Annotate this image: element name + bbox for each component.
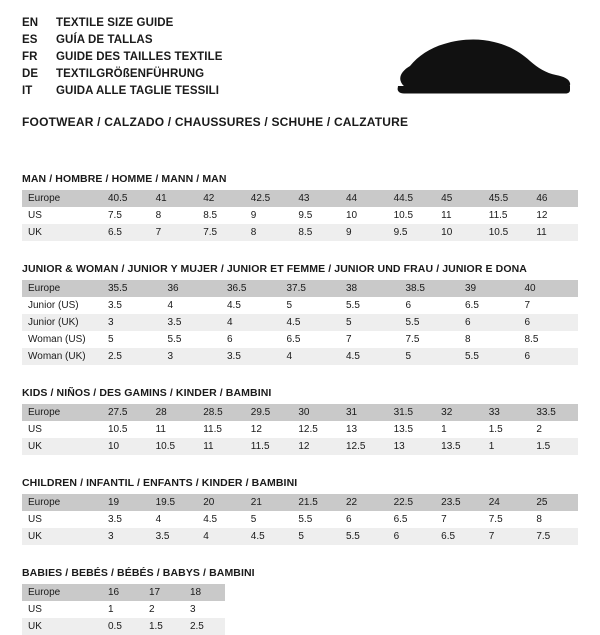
language-row <box>22 50 223 65</box>
table-row <box>22 224 578 241</box>
row-label: Europe <box>22 584 102 601</box>
table-row <box>22 511 578 528</box>
language-row <box>22 16 223 31</box>
table-cell: 5.5 <box>340 528 388 545</box>
language-code: EN <box>22 17 39 29</box>
table-row <box>22 314 578 331</box>
table-cell: 5 <box>286 300 293 311</box>
table-cell: 6 <box>227 334 233 345</box>
table-cell: 6.5 <box>286 334 301 345</box>
table-row <box>22 207 578 224</box>
table-cell: 1 <box>108 604 114 615</box>
table-cell: 12 <box>250 424 262 435</box>
table-cell: 39 <box>459 280 519 297</box>
table-cell: 3 <box>102 528 150 545</box>
table-cell: 7.5 <box>530 528 578 545</box>
table-cell: 2 <box>148 604 155 615</box>
table-cell: 6 <box>345 514 352 525</box>
language-code: ES <box>22 34 38 46</box>
table-cell: 40.5 <box>102 190 150 207</box>
section-title: KIDS / NIÑOS / DES GAMINS / KINDER / BAMBINI <box>22 387 272 399</box>
table-cell: 45 <box>435 190 483 207</box>
table-cell: 5.5 <box>400 314 460 331</box>
table-row <box>22 494 578 511</box>
row-label: US <box>28 604 42 615</box>
section-title: MAN / HOMBRE / HOMME / MANN / MAN <box>22 173 227 185</box>
table-cell: 4 <box>155 514 162 525</box>
table-cell: 6.5 <box>102 224 150 241</box>
row-label: Europe <box>22 280 102 297</box>
language-title-list <box>22 16 223 99</box>
language-code: IT <box>22 85 33 97</box>
table-cell: 32 <box>435 404 483 421</box>
table-cell: 8 <box>465 334 471 345</box>
table-cell: 28.5 <box>197 404 245 421</box>
table-cell: 3.5 <box>162 314 222 331</box>
row-label: Junior (US) <box>28 300 79 311</box>
language-row <box>22 33 223 48</box>
category-line: FOOTWEAR / CALZADO / CHAUSSURES / SCHUHE / CALZATURE <box>22 115 409 129</box>
table-cell: 38.5 <box>400 280 460 297</box>
table-cell: 7 <box>150 224 198 241</box>
row-label: Europe <box>22 494 102 511</box>
row-label: Europe <box>22 404 102 421</box>
table-cell: 40 <box>519 280 579 297</box>
table-cell: 9 <box>340 224 388 241</box>
table-cell: 3.5 <box>150 528 198 545</box>
table-cell: 5 <box>108 334 114 345</box>
table-cell: 6.5 <box>393 514 408 525</box>
table-cell: 13.5 <box>393 424 414 435</box>
table-cell: 33 <box>483 404 531 421</box>
table-cell: 37.5 <box>281 280 341 297</box>
table-cell: 11 <box>530 224 578 241</box>
table-cell: 19 <box>102 494 150 511</box>
table-cell: 43 <box>292 190 340 207</box>
language-code: FR <box>22 51 38 63</box>
table-cell: 42 <box>197 190 245 207</box>
table-cell: 2.5 <box>184 618 225 635</box>
table-row <box>22 280 578 297</box>
table-cell: 1.5 <box>530 438 578 455</box>
table-cell: 4 <box>281 348 341 365</box>
section-kids <box>22 387 578 455</box>
page-header <box>22 16 578 99</box>
table-cell: 44.5 <box>388 190 436 207</box>
table-cell: 13 <box>388 438 436 455</box>
table-cell: 31 <box>340 404 388 421</box>
row-label: UK <box>22 224 102 241</box>
table-cell: 35.5 <box>102 280 162 297</box>
table-cell: 9.5 <box>388 224 436 241</box>
table-cell: 4.5 <box>245 528 293 545</box>
section-man <box>22 173 578 241</box>
table-row <box>22 618 225 635</box>
table-cell: 6.5 <box>435 528 483 545</box>
table-cell: 12.5 <box>298 424 318 435</box>
table-cell: 3 <box>162 348 222 365</box>
table-cell: 10.5 <box>393 210 414 221</box>
language-row <box>22 84 223 99</box>
table-cell: 29.5 <box>245 404 293 421</box>
size-table-children <box>22 494 578 545</box>
table-cell: 5.5 <box>459 348 519 365</box>
table-cell: 4 <box>221 314 281 331</box>
language-title: TEXTILGRÖßENFÜHRUNG <box>56 68 205 80</box>
table-cell: 3 <box>102 314 162 331</box>
table-cell: 17 <box>143 584 184 601</box>
section-title: CHILDREN / INFANTIL / ENFANTS / KINDER / BAMBINI <box>22 477 298 489</box>
row-label: US <box>28 210 42 221</box>
table-cell: 6.5 <box>465 300 479 311</box>
table-cell: 19.5 <box>150 494 198 511</box>
table-cell: 7 <box>483 528 531 545</box>
table-cell: 11.5 <box>245 438 293 455</box>
row-label: Junior (UK) <box>22 314 102 331</box>
table-cell: 7.5 <box>197 224 245 241</box>
table-cell: 18 <box>184 584 225 601</box>
table-cell: 7 <box>524 300 531 311</box>
table-cell: 5 <box>340 314 400 331</box>
table-cell: 38 <box>340 280 400 297</box>
row-label: UK <box>22 528 102 545</box>
table-cell: 10 <box>102 438 150 455</box>
table-cell: 46 <box>530 190 578 207</box>
table-cell: 4 <box>167 300 174 311</box>
table-cell: 28 <box>150 404 198 421</box>
table-cell: 45.5 <box>483 190 531 207</box>
section-title: BABIES / BEBÉS / BÉBÉS / BABYS / BAMBINI <box>22 567 255 579</box>
table-row <box>22 297 578 314</box>
table-cell: 36.5 <box>221 280 281 297</box>
table-row <box>22 584 225 601</box>
table-cell: 44 <box>340 190 388 207</box>
table-row <box>22 601 225 618</box>
table-cell: 11 <box>155 424 166 435</box>
table-cell: 21 <box>245 494 293 511</box>
table-cell: 10 <box>435 224 483 241</box>
table-cell: 25 <box>530 494 578 511</box>
table-cell: 4.5 <box>227 300 241 311</box>
table-cell: 5 <box>292 528 340 545</box>
table-cell: 8 <box>536 514 542 525</box>
table-cell: 8 <box>155 210 162 221</box>
language-code: DE <box>22 68 39 80</box>
table-cell: 4.5 <box>281 314 341 331</box>
table-row <box>22 190 578 207</box>
table-cell: 3.5 <box>108 300 122 311</box>
table-cell: 8.5 <box>292 224 340 241</box>
table-cell: 21.5 <box>292 494 340 511</box>
table-cell: 31.5 <box>388 404 436 421</box>
table-cell: 9 <box>250 210 257 221</box>
table-cell: 11 <box>441 210 452 221</box>
table-cell: 2.5 <box>102 348 162 365</box>
dress-shoe-icon <box>374 30 574 102</box>
table-cell: 10.5 <box>108 424 128 435</box>
table-cell: 5 <box>400 348 460 365</box>
table-row <box>22 528 578 545</box>
language-row <box>22 67 223 82</box>
table-cell: 33.5 <box>530 404 578 421</box>
table-cell: 27.5 <box>102 404 150 421</box>
table-cell: 8.5 <box>203 210 218 221</box>
table-cell: 10 <box>345 210 358 221</box>
size-table-kids <box>22 404 578 455</box>
table-cell: 1 <box>441 424 447 435</box>
table-cell: 12 <box>536 210 548 221</box>
table-cell: 3.5 <box>108 514 122 525</box>
section-junior-woman <box>22 263 578 365</box>
table-cell: 30 <box>292 404 340 421</box>
row-label: US <box>28 424 42 435</box>
size-table-man <box>22 190 578 241</box>
table-cell: 2 <box>536 424 542 435</box>
language-title: TEXTILE SIZE GUIDE <box>56 17 174 29</box>
table-cell: 1 <box>483 438 531 455</box>
language-title: GUÍA DE TALLAS <box>56 34 153 46</box>
language-title: GUIDA ALLE TAGLIE TESSILI <box>56 85 220 97</box>
table-cell: 1.5 <box>488 424 503 435</box>
section-title: JUNIOR & WOMAN / JUNIOR Y MUJER / JUNIOR ET FEMME / JUNIOR UND FRAU / JUNIOR E DONA <box>22 263 527 275</box>
table-cell: 10.5 <box>150 438 198 455</box>
table-cell: 7.5 <box>488 514 503 525</box>
table-cell: 13.5 <box>435 438 483 455</box>
table-row <box>22 421 578 438</box>
row-label: Woman (UK) <box>22 348 102 365</box>
table-cell: 42.5 <box>245 190 293 207</box>
table-cell: 41 <box>150 190 198 207</box>
language-title: GUIDE DES TAILLES TEXTILE <box>56 51 223 63</box>
table-cell: 16 <box>102 584 143 601</box>
row-label: US <box>28 514 42 525</box>
table-cell: 8 <box>245 224 293 241</box>
table-row <box>22 331 578 348</box>
table-cell: 5 <box>250 514 257 525</box>
table-cell: 7.5 <box>405 334 420 345</box>
table-cell: 11 <box>197 438 245 455</box>
table-cell: 4 <box>197 528 245 545</box>
table-cell: 6 <box>519 314 579 331</box>
table-cell: 7 <box>346 334 352 345</box>
table-cell: 12 <box>292 438 340 455</box>
table-cell: 6 <box>459 314 519 331</box>
table-cell: 5.5 <box>346 300 360 311</box>
section-children <box>22 477 578 545</box>
table-cell: 24 <box>483 494 531 511</box>
row-label: UK <box>22 438 102 455</box>
table-cell: 6 <box>388 528 436 545</box>
table-cell: 4.5 <box>203 514 218 525</box>
table-cell: 9.5 <box>298 210 313 221</box>
table-cell: 13 <box>345 424 358 435</box>
table-cell: 11.5 <box>488 210 508 221</box>
table-cell: 12.5 <box>340 438 388 455</box>
table-cell: 22 <box>340 494 388 511</box>
table-cell: 4.5 <box>340 348 400 365</box>
table-cell: 0.5 <box>102 618 143 635</box>
table-cell: 5.5 <box>167 334 182 345</box>
size-table-babies <box>22 584 225 635</box>
table-row <box>22 438 578 455</box>
row-label: Woman (US) <box>28 334 86 345</box>
section-babies <box>22 567 578 635</box>
table-cell: 36 <box>162 280 222 297</box>
table-cell: 6 <box>405 300 412 311</box>
table-cell: 3.5 <box>221 348 281 365</box>
table-cell: 22.5 <box>388 494 436 511</box>
size-table-junior-woman <box>22 280 578 365</box>
table-cell: 11.5 <box>203 424 222 435</box>
table-cell: 7 <box>441 514 447 525</box>
row-label: Europe <box>22 190 102 207</box>
table-cell: 5.5 <box>298 514 313 525</box>
table-cell: 3 <box>189 604 196 615</box>
table-cell: 10.5 <box>483 224 531 241</box>
table-cell: 1.5 <box>143 618 184 635</box>
row-label: UK <box>22 618 102 635</box>
table-row <box>22 348 578 365</box>
table-row <box>22 404 578 421</box>
table-cell: 20 <box>197 494 245 511</box>
table-cell: 8.5 <box>524 334 539 345</box>
table-cell: 6 <box>519 348 579 365</box>
table-cell: 23.5 <box>435 494 483 511</box>
table-cell: 7.5 <box>108 210 122 221</box>
